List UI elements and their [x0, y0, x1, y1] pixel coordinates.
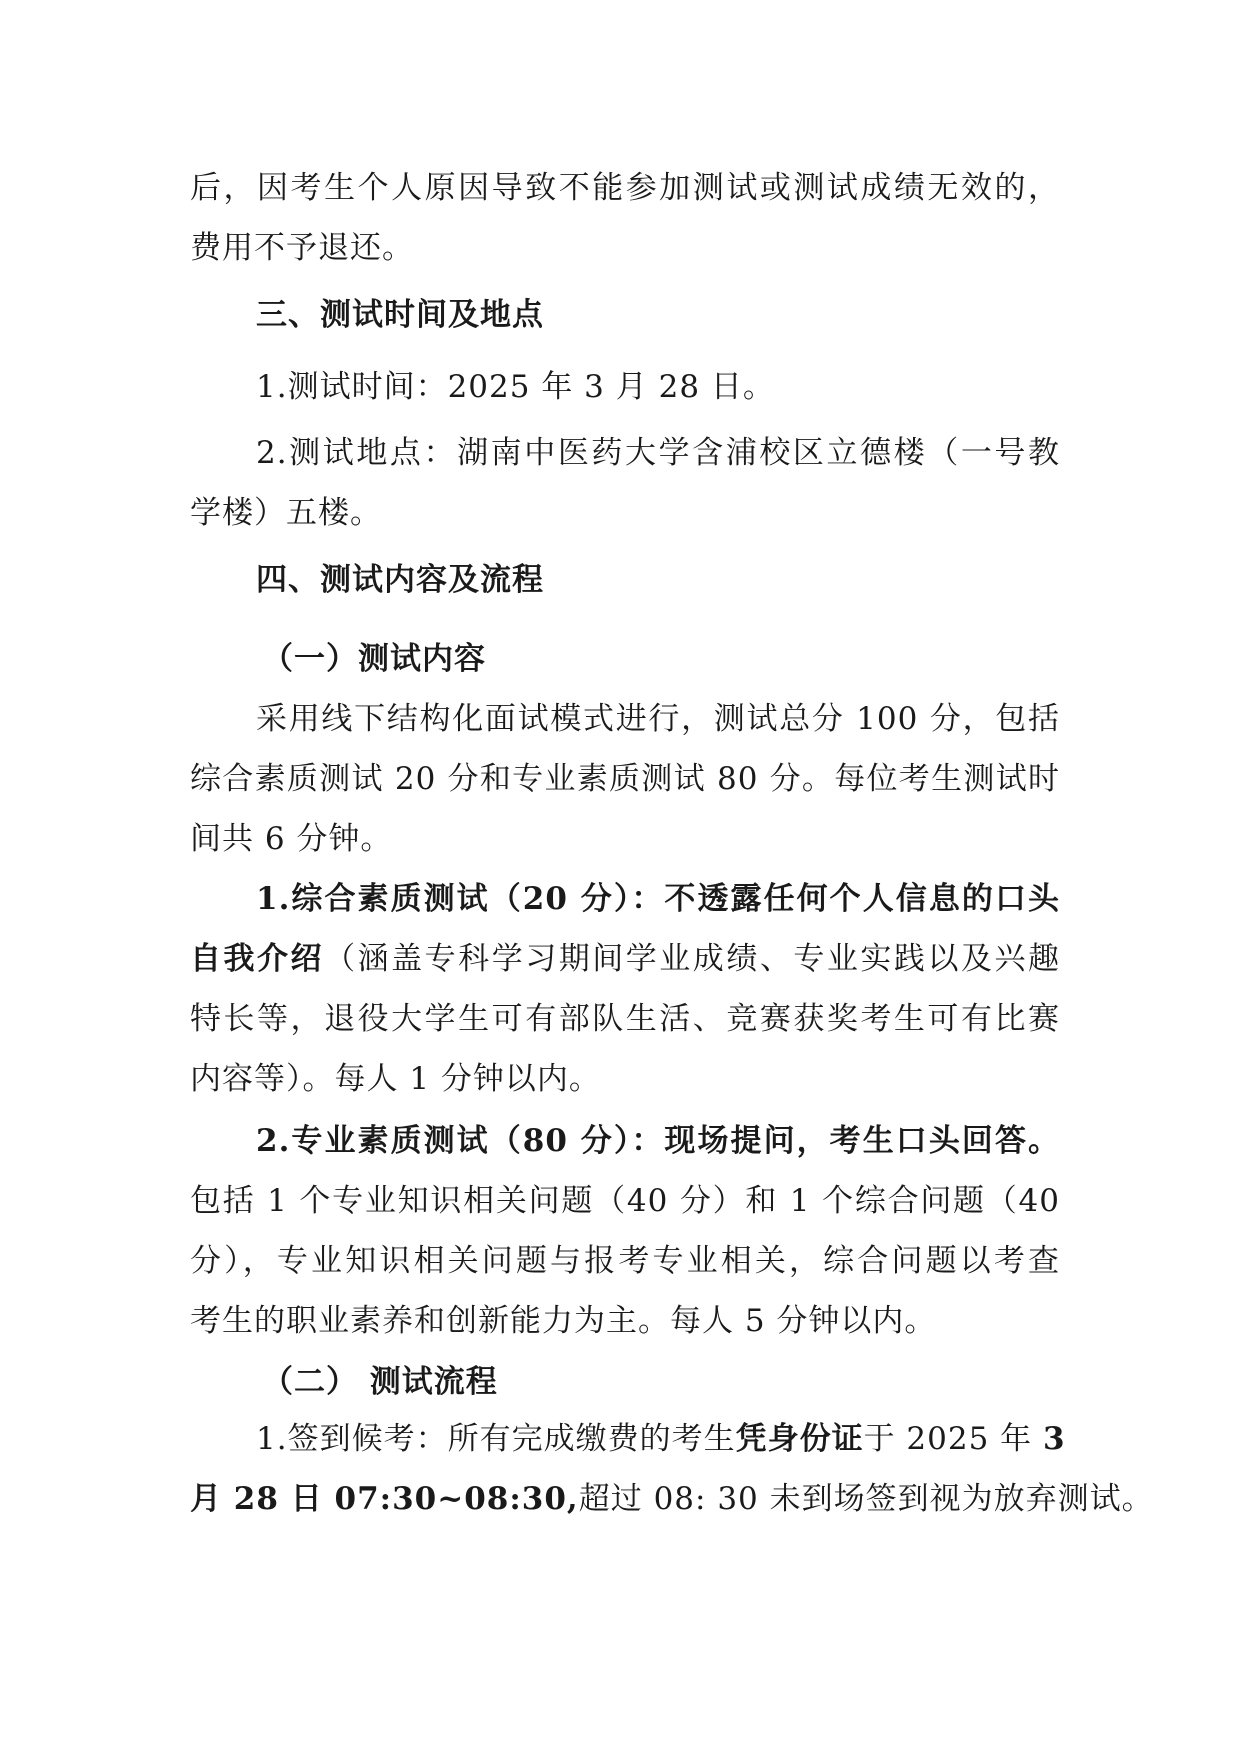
checkin-line-1 — [256, 1418, 1066, 1460]
checkin-line-2 — [190, 1478, 1154, 1520]
professional-test-line-4: 考生的职业素养和创新能力为主。每人 5 分钟以内。 — [190, 1303, 937, 1339]
self-intro-detail: （涵盖专科学习期间学业成绩、专业实践以及兴趣 — [324, 941, 1061, 977]
checkin-late-rule: 超过 08: 30 未到场签到视为放弃测试。 — [578, 1481, 1154, 1517]
test-place-line-1: 2.测试地点：湖南中医药大学含浦校区立德楼（一号教 — [256, 435, 1060, 471]
comprehensive-test-line-1: 1.综合素质测试（20 分）：不透露任何个人信息的口头 — [256, 881, 1060, 917]
comprehensive-test-line-4: 内容等）。每人 1 分钟以内。 — [190, 1061, 601, 1097]
refund-paragraph-line-2: 费用不予退还。 — [190, 230, 414, 266]
test-time-line: 1.测试时间：2025 年 3 月 28 日。 — [256, 369, 775, 405]
section-4-heading: 四、测试内容及流程 — [256, 562, 544, 598]
comprehensive-test-line-2 — [190, 938, 1060, 980]
content-intro-line-2: 综合素质测试 20 分和专业素质测试 80 分。每位考生测试时 — [190, 761, 1060, 797]
content-intro-line-3: 间共 6 分钟。 — [190, 821, 393, 857]
section-3-heading: 三、测试时间及地点 — [256, 297, 544, 333]
subsection-2-heading: （二） 测试流程 — [262, 1364, 498, 1400]
checkin-month-bold: 3 — [1043, 1421, 1066, 1457]
subsection-1-heading: （一）测试内容 — [262, 641, 486, 677]
professional-test-line-1: 2.专业素质测试（80 分）：现场提问，考生口头回答。 — [256, 1123, 1060, 1159]
professional-test-line-2: 包括 1 个专业知识相关问题（40 分）和 1 个综合问题（40 — [190, 1183, 1060, 1219]
checkin-time-bold: 月 28 日 07:30~08:30, — [190, 1481, 579, 1517]
checkin-prefix: 1.签到候考：所有完成缴费的考生 — [256, 1421, 736, 1457]
test-place-line-2: 学楼）五楼。 — [190, 495, 382, 531]
self-intro-bold: 自我介绍 — [190, 941, 325, 977]
content-intro-line-1: 采用线下结构化面试模式进行，测试总分 100 分，包括 — [256, 701, 1060, 737]
checkin-year: 于 2025 年 — [863, 1421, 1033, 1457]
id-card-bold: 凭身份证 — [735, 1421, 864, 1457]
professional-test-line-3: 分），专业知识相关问题与报考专业相关，综合问题以考查 — [190, 1243, 1060, 1279]
comprehensive-test-line-3: 特长等，退役大学生可有部队生活、竞赛获奖考生可有比赛 — [190, 1001, 1060, 1037]
refund-paragraph-line-1: 后，因考生个人原因导致不能参加测试或测试成绩无效的， — [190, 170, 1060, 206]
